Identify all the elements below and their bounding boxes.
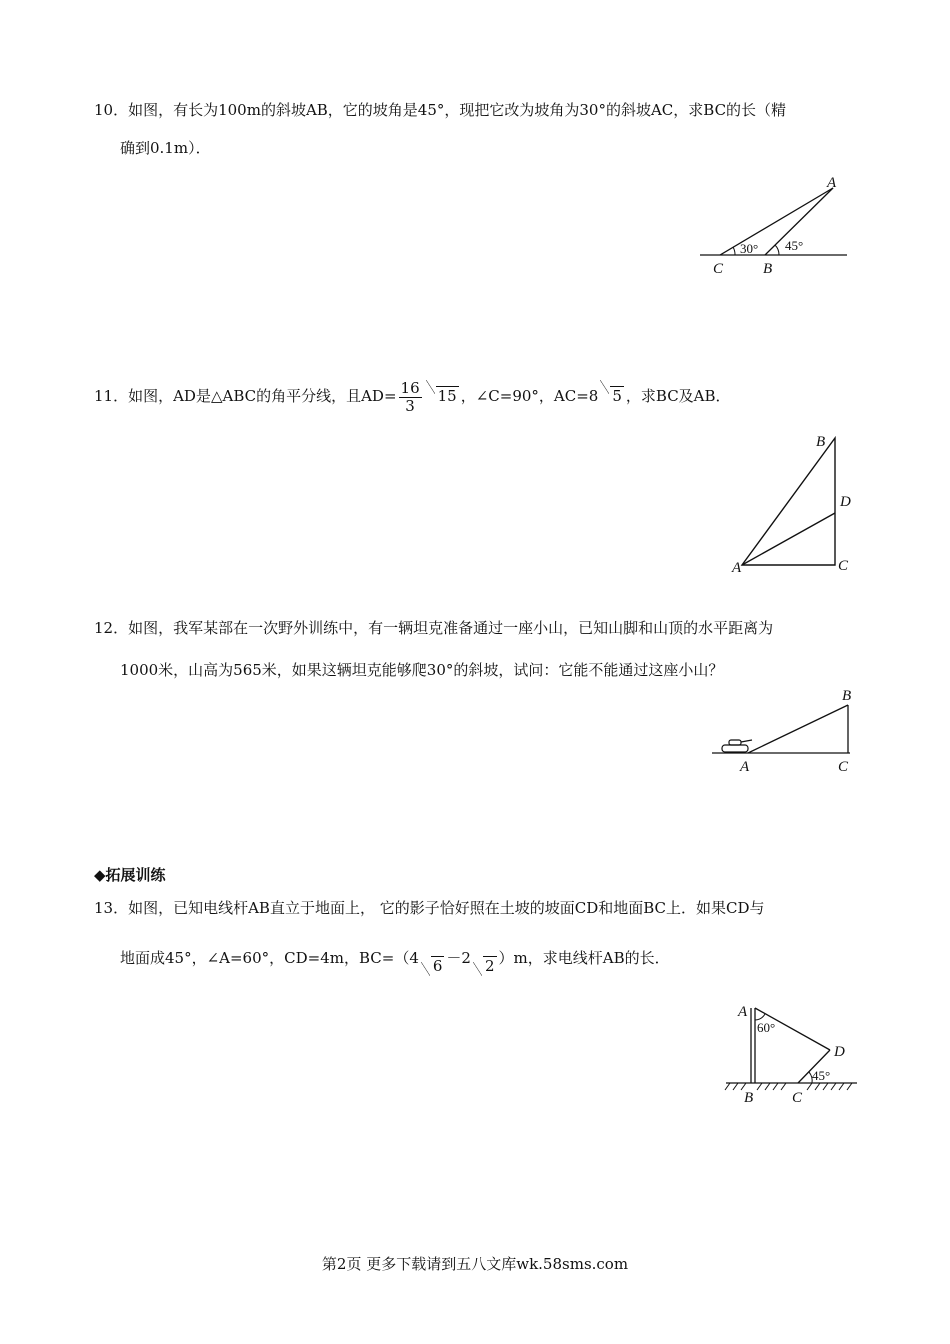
- q13-sqrt-6: [421, 956, 445, 976]
- q13-angle-c: 45°: [812, 1068, 831, 1083]
- q11-label-c: C: [838, 558, 849, 574]
- q11-label-d: D: [840, 494, 851, 510]
- q12-label-a: A: [740, 759, 750, 775]
- q11-frac-num: 16: [400, 378, 420, 397]
- q11-sqrt-5: [600, 374, 624, 418]
- q11-sqrt-15: [426, 374, 459, 418]
- q13-line2-prefix: 地面成45°，∠A=60°，CD=4m，BC=（4: [120, 949, 419, 967]
- q11-prefix: 11．如图，AD是△ABC的角平分线，且AD=: [94, 387, 397, 405]
- q10-angle-c: 30°: [740, 241, 759, 256]
- q10-angle-c-arc: [733, 247, 735, 255]
- q13-sqrt-6-radicand: 6: [432, 957, 443, 975]
- q13-angle-a: 60°: [757, 1020, 776, 1035]
- q10-angle-b-arc: [775, 245, 779, 255]
- section-title: ◆拓展训练: [94, 866, 166, 884]
- q13-label-c: C: [792, 1090, 803, 1106]
- q12-label-b: B: [842, 688, 852, 704]
- q11-bisector-ad: [742, 513, 835, 565]
- q13-ground-hatch: [725, 1083, 852, 1090]
- q10-label-b: B: [763, 261, 773, 277]
- q11-label-b: B: [816, 434, 826, 450]
- q10-line1: 10．如图，有长为100m的斜坡AB，它的坡角是45°，现把它改为坡角为30°的斜坡AC，求BC的长（精: [94, 101, 787, 119]
- q11-suffix: ，求BC及AB．: [625, 387, 731, 405]
- q11-label-a: A: [732, 560, 742, 576]
- q11-triangle: [742, 438, 835, 565]
- q13-line1: 13．如图，已知电线杆AB直立于地面上， 它的影子恰好照在土坡的坡面CD和地面BC上．如果CD与: [94, 899, 765, 917]
- q11-frac-den: 3: [405, 396, 415, 415]
- q11-sqrt-15-radicand: 15: [437, 387, 457, 405]
- q12-line1: 12．如图，我军某部在一次野外训练中，有一辆坦克准备通过一座小山，已知山脚和山顶的水平距离为: [94, 619, 774, 637]
- q11-sqrt-5-radicand: 5: [612, 387, 622, 405]
- q13-label-a: A: [738, 1004, 748, 1020]
- q10-label-a: A: [827, 175, 837, 191]
- page-footer: 第2页 更多下载请到五八文库wk.58sms.com: [321, 1255, 629, 1273]
- q10-slope-ac: [720, 188, 833, 255]
- q13-figure: [722, 998, 862, 1108]
- q11-middle: ，∠C=90°，AC=8: [460, 387, 599, 405]
- q13-minus: －2: [446, 949, 471, 967]
- q10-angle-b: 45°: [785, 238, 804, 253]
- q11-line: [94, 374, 731, 418]
- q12-slope-ab: [748, 705, 848, 753]
- q12-figure: [710, 685, 860, 780]
- q12-line2: 1000米，山高为565米，如果这辆坦克能够爬30°的斜坡，试问：它能不能通过这座小山？: [120, 661, 724, 679]
- q10-figure: [695, 170, 855, 280]
- q11-figure: [730, 430, 860, 580]
- q10-label-c: C: [713, 261, 724, 277]
- q13-line2: [120, 948, 670, 975]
- q13-label-b: B: [744, 1090, 754, 1106]
- q12-label-c: C: [838, 759, 849, 775]
- q13-label-d: D: [834, 1044, 845, 1060]
- q13-line2-suffix: ）m，求电线杆AB的长．: [498, 949, 670, 967]
- q13-sqrt-2: [473, 956, 497, 976]
- q13-sqrt-2-radicand: 2: [484, 957, 495, 975]
- tank-icon: [722, 740, 752, 752]
- q10-line2: 确到0.1m）．: [120, 139, 211, 157]
- q11-fraction: [399, 380, 422, 415]
